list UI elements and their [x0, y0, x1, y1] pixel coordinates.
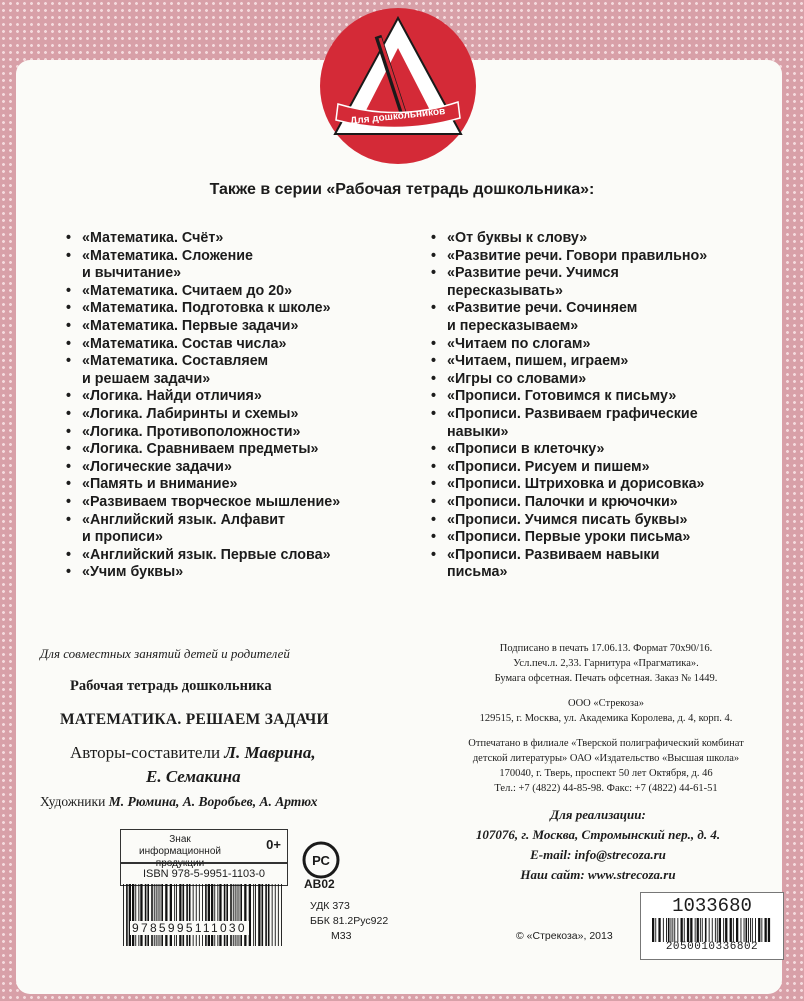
triangle-pencil-logo: [318, 6, 478, 166]
series-item: • «Математика. Состав числа»: [66, 336, 406, 354]
series-item: • «Математика. Счёт»: [66, 230, 406, 248]
printer-address: 170040, г. Тверь, проспект 50 лет Октября, д. 46: [499, 768, 713, 779]
joint-note: Для совместных занятий детей и родителей: [40, 646, 290, 661]
series-item: • «Прописи. Развиваем графические навыки»: [431, 406, 771, 441]
copyright: © «Стрекоза», 2013: [516, 930, 613, 942]
series-item: • «Прописи. Учимся писать буквы»: [431, 512, 771, 530]
series-item: • «Память и внимание»: [66, 476, 406, 494]
series-item: • «Развитие речи. Учимся пересказывать»: [431, 265, 771, 300]
artists: [40, 794, 318, 810]
udk-code: УДК 373: [310, 900, 350, 912]
price-sticker: [640, 892, 784, 960]
sales-heading: Для реализации:: [550, 807, 646, 822]
info-sign-box: [120, 829, 288, 869]
sticker-barcode: [649, 918, 775, 942]
cert-code: АВ02: [304, 877, 335, 891]
imprint: [436, 641, 776, 796]
series-item: • «Прописи в клеточку»: [431, 441, 771, 459]
series-item: • «Логика. Найди отличия»: [66, 388, 406, 406]
author-2: Е. Семакина: [146, 767, 241, 786]
library-codes: [310, 899, 388, 944]
series-name: Рабочая тетрадь дошкольника: [70, 678, 272, 694]
age-rating: 0+: [266, 837, 281, 852]
series-item: • «Прописи. Палочки и крючочки»: [431, 494, 771, 512]
svg-text:Для дошкольников: Для дошкольников: [349, 106, 446, 127]
imprint-line: Усл.печ.л. 2,33. Гарнитура «Прагматика».: [513, 658, 699, 669]
artists-label: Художники: [40, 794, 106, 809]
author-1: Л. Маврина,: [224, 743, 316, 762]
series-item: • «Прописи. Развиваем навыки письма»: [431, 547, 771, 582]
series-item: • «Игры со словами»: [431, 371, 771, 389]
sticker-number: 1033680: [672, 895, 752, 917]
series-title: Также в серии «Рабочая тетрадь дошкольника»:: [209, 181, 595, 198]
isbn-barcode: [120, 884, 286, 946]
series-item: • «Прописи. Первые уроки письма»: [431, 529, 771, 547]
series-item: • «Развитие речи. Говори правильно»: [431, 248, 771, 266]
series-item: • «От буквы к слову»: [431, 230, 771, 248]
series-item: • «Учим буквы»: [66, 564, 406, 582]
series-item: • «Логика. Сравниваем предметы»: [66, 441, 406, 459]
author-mark: М33: [331, 930, 352, 942]
series-item: • «Математика. Первые задачи»: [66, 318, 406, 336]
sales-info: [448, 805, 748, 885]
imprint-line: Бумага офсетная. Печать офсетная. Заказ № 1449.: [494, 673, 718, 684]
info-sign-text: Знак информационной продукции: [139, 834, 221, 869]
series-item: • «Развиваем творческое мышление»: [66, 494, 406, 512]
series-item: • «Математика. Считаем до 20»: [66, 283, 406, 301]
rst-certification-icon: [301, 840, 341, 880]
series-item: • «Английский язык. Первые слова»: [66, 547, 406, 565]
series-item: • «Математика. Составляем и решаем задачи»: [66, 353, 406, 388]
imprint-line: Подписано в печать 17.06.13. Формат 70х90/16.: [499, 643, 713, 654]
series-item: • «Математика. Подготовка к школе»: [66, 300, 406, 318]
series-item: • «Логика. Лабиринты и схемы»: [66, 406, 406, 424]
series-item: • «Читаем, пишем, играем»: [431, 353, 771, 371]
series-item: • «Прописи. Штриховка и дорисовка»: [431, 476, 771, 494]
authors-label: Авторы-составители: [70, 743, 221, 762]
publisher-name: ООО «Стрекоза»: [568, 698, 644, 709]
sales-email: E-mail: info@strecoza.ru: [530, 847, 666, 862]
series-item: • «Развитие речи. Сочиняем и пересказываем»: [431, 300, 771, 335]
isbn: ISBN 978-5-9951-1103-0: [120, 862, 288, 886]
svg-text:РС: РС: [312, 853, 330, 868]
series-list-right: [431, 230, 771, 582]
series-item: • «Читаем по слогам»: [431, 336, 771, 354]
printer-line: детской литературы» ОАО «Издательство «Высшая школа»: [472, 753, 740, 764]
series-item: • «Логические задачи»: [66, 459, 406, 477]
bbk-code: ББК 81.2Рус922: [310, 915, 389, 927]
series-list-left: [66, 230, 406, 582]
publisher-address: 129515, г. Москва, ул. Академика Королева, д. 4, корп. 4.: [479, 713, 733, 724]
series-item: • «Прописи. Рисуем и пишем»: [431, 459, 771, 477]
printer-line: Отпечатано в филиале «Тверской полиграфический комбинат: [468, 738, 744, 749]
book-title: МАТЕМАТИКА. РЕШАЕМ ЗАДАЧИ: [60, 711, 329, 728]
printer-phone: Тел.: +7 (4822) 44-85-98. Факс: +7 (4822) 44-61-51: [494, 783, 718, 794]
artists-names: М. Рюмина, А. Воробьев, А. Артюх: [108, 794, 318, 809]
sales-site: Наш сайт: www.strecoza.ru: [520, 867, 676, 882]
sticker-digits: 2050010336802: [665, 941, 759, 953]
series-item: • «Логика. Противоположности»: [66, 424, 406, 442]
barcode-digits: 9785995111030: [132, 921, 247, 935]
authors: [70, 741, 316, 789]
series-item: • «Английский язык. Алфавит и прописи»: [66, 512, 406, 547]
sales-address: 107076, г. Москва, Стромынский пер., д. 4.: [475, 827, 721, 842]
series-item: • «Математика. Сложение и вычитание»: [66, 248, 406, 283]
series-item: • «Прописи. Готовимся к письму»: [431, 388, 771, 406]
